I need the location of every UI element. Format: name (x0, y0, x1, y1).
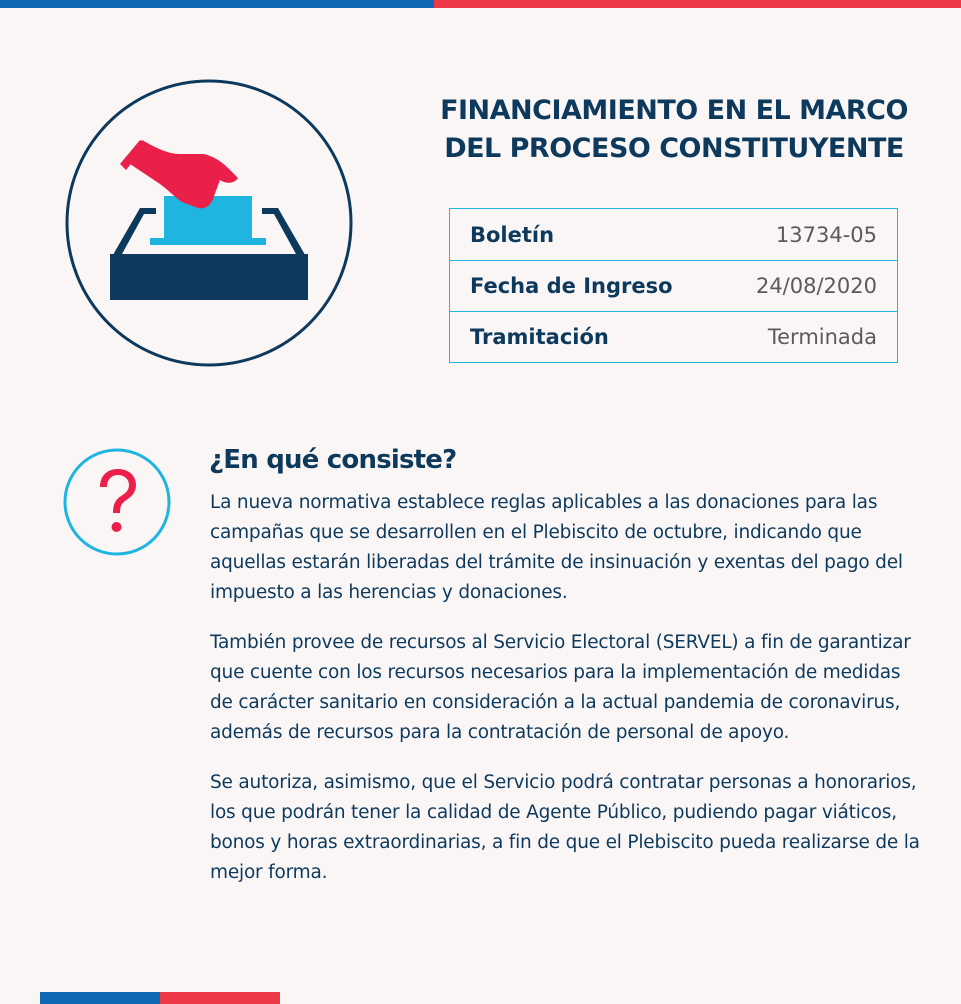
info-value: 13734-05 (775, 222, 877, 247)
top-color-bar (0, 0, 961, 8)
ballot-box-icon (64, 78, 354, 368)
top-bar-red-segment (434, 0, 961, 8)
ballot-slot-bar (150, 238, 266, 245)
info-value: 24/08/2020 (755, 274, 877, 298)
page-title (438, 92, 910, 168)
info-value: Terminada (767, 325, 877, 349)
info-label: Boletín (470, 222, 555, 247)
top-bar-blue-segment (0, 0, 434, 8)
bottom-bar-red-segment (160, 992, 280, 1004)
question-mark-icon (62, 447, 172, 557)
title-line-1: FINANCIAMIENTO EN EL MARCO (440, 95, 908, 126)
section-body (210, 488, 922, 908)
section-heading: ¿En qué consiste? (209, 445, 457, 475)
title-line-2: DEL PROCESO CONSTITUYENTE (444, 133, 904, 164)
paragraph: La nueva normativa establece reglas aplicables a las donaciones para las campañas que se desarrollen en el Plebiscito de octubre, indicando que aquellas estarán liberadas del trámite de insinuación y exentas del pago del impuesto a las herencias y donaciones. (210, 492, 903, 603)
info-row-tramitacion (450, 311, 897, 362)
info-row-fecha-ingreso (450, 260, 897, 311)
info-label: Fecha de Ingreso (470, 274, 673, 298)
question-glyph (100, 469, 136, 513)
info-label: Tramitación (470, 325, 609, 349)
ballot-box-lip (124, 260, 294, 266)
question-dot (112, 522, 122, 532)
bottom-color-bar (40, 992, 280, 1004)
bill-info-table (449, 208, 898, 363)
paragraph: También provee de recursos al Servicio Electoral (SERVEL) a fin de garantizar que cuente con los recursos necesarios para la implementación de medidas de carácter sanitario en consideración a la actual pandemia de coronavirus, además de recursos para la contratación de personal de apoyo. (210, 632, 911, 743)
bottom-bar-blue-segment (40, 992, 160, 1004)
paragraph: Se autoriza, asimismo, que el Servicio podrá contratar personas a honorarios, los que podrán tener la calidad de Agente Público, pudiendo pagar viáticos, bonos y horas extraordinarias, a fin de que el Plebiscito pueda realizarse de la mejor forma. (210, 772, 920, 883)
info-row-boletin (450, 209, 897, 260)
